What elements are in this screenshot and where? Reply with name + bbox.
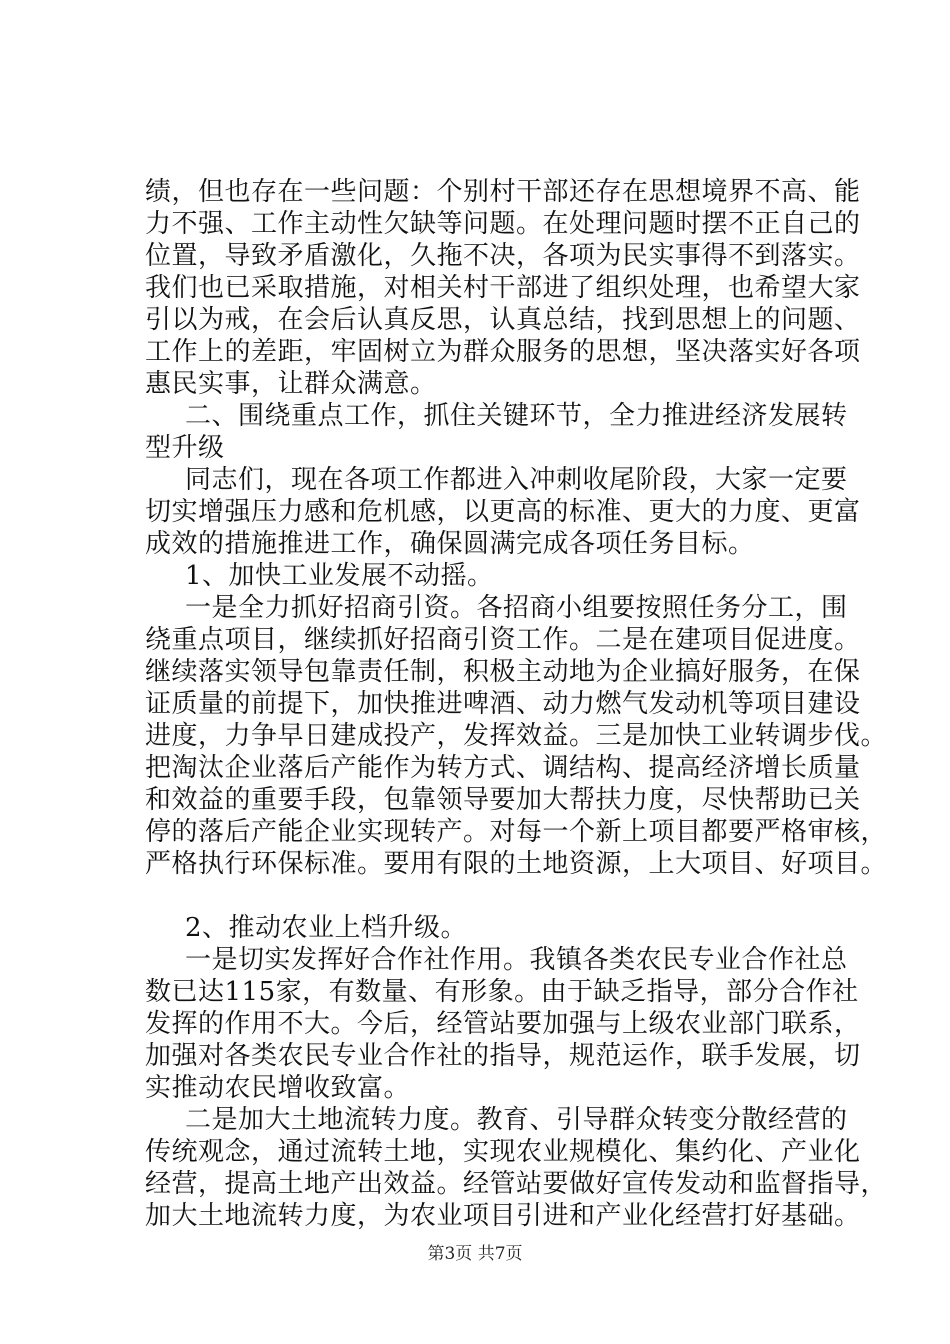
text-line: 同志们，现在各项工作都进入冲刺收尾阶段，大家一定要 — [185, 465, 848, 495]
text-line: 力不强、工作主动性欠缺等问题。在处理问题时摆不正自己的 — [145, 209, 861, 239]
text-line: 实推动农民增收致富。 — [145, 1073, 411, 1103]
text-line: 继续落实领导包靠责任制，积极主动地为企业搞好服务，在保 — [145, 657, 861, 687]
subsection-heading: 2、推动农业上档升级。 — [185, 913, 468, 943]
text-line: 一是切实发挥好合作社作用。我镇各类农民专业合作社总 — [185, 945, 848, 975]
text-line: 切实增强压力感和危机感，以更高的标准、更大的力度、更富 — [145, 497, 861, 527]
text-line: 惠民实事，让群众满意。 — [145, 369, 437, 399]
subsection-heading: 1、加快工业发展不动摇。 — [185, 561, 494, 591]
text-line: 停的落后产能企业实现转产。对每一个新上项目都要严格审核， — [145, 817, 888, 847]
text-line: 证质量的前提下，加快推进啤酒、动力燃气发动机等项目建设 — [145, 689, 861, 719]
text-line: 和效益的重要手段，包靠领导要加大帮扶力度，尽快帮助已关 — [145, 785, 861, 815]
text-line: 把淘汰企业落后产能作为转方式、调结构、提高经济增长质量 — [145, 753, 861, 783]
section-heading-continued: 型升级 — [145, 433, 225, 463]
page-number-footer: 第3页 共7页 — [427, 1244, 523, 1264]
text-line: 加大土地流转力度，为农业项目引进和产业化经营打好基础。 — [145, 1201, 861, 1231]
text-line: 位置，导致矛盾激化，久拖不决，各项为民实事得不到落实。 — [145, 241, 861, 271]
text-line: 引以为戒，在会后认真反思，认真总结，找到思想上的问题、 — [145, 305, 861, 335]
text-line: 绩，但也存在一些问题：个别村干部还存在思想境界不高、能 — [145, 177, 861, 207]
text-line: 加强对各类农民专业合作社的指导，规范运作，联手发展，切 — [145, 1041, 861, 1071]
text-line: 我们也已采取措施，对相关村干部进了组织处理，也希望大家 — [145, 273, 861, 303]
text-line: 二是加大土地流转力度。教育、引导群众转变分散经营的 — [185, 1105, 848, 1135]
text-line: 进度，力争早日建成投产，发挥效益。三是加快工业转调步伐。 — [145, 721, 888, 751]
section-heading: 二、围绕重点工作，抓住关键环节，全力推进经济发展转 — [185, 401, 848, 431]
text-line: 传统观念，通过流转土地，实现农业规模化、集约化、产业化 — [145, 1137, 861, 1167]
text-line: 经营，提高土地产出效益。经管站要做好宣传发动和监督指导， — [145, 1169, 888, 1199]
text-line: 绕重点项目，继续抓好招商引资工作。二是在建项目促进度。 — [145, 625, 861, 655]
text-line: 成效的措施推进工作，确保圆满完成各项任务目标。 — [145, 529, 755, 559]
text-line: 工作上的差距，牢固树立为群众服务的思想，坚决落实好各项 — [145, 337, 861, 367]
text-line: 数已达115家，有数量、有形象。由于缺乏指导，部分合作社 — [145, 977, 859, 1007]
text-line: 严格执行环保标准。要用有限的土地资源，上大项目、好项目。 — [145, 849, 888, 879]
text-line: 一是全力抓好招商引资。各招商小组要按照任务分工，围 — [185, 593, 848, 623]
text-line: 发挥的作用不大。今后，经管站要加强与上级农业部门联系， — [145, 1009, 861, 1039]
